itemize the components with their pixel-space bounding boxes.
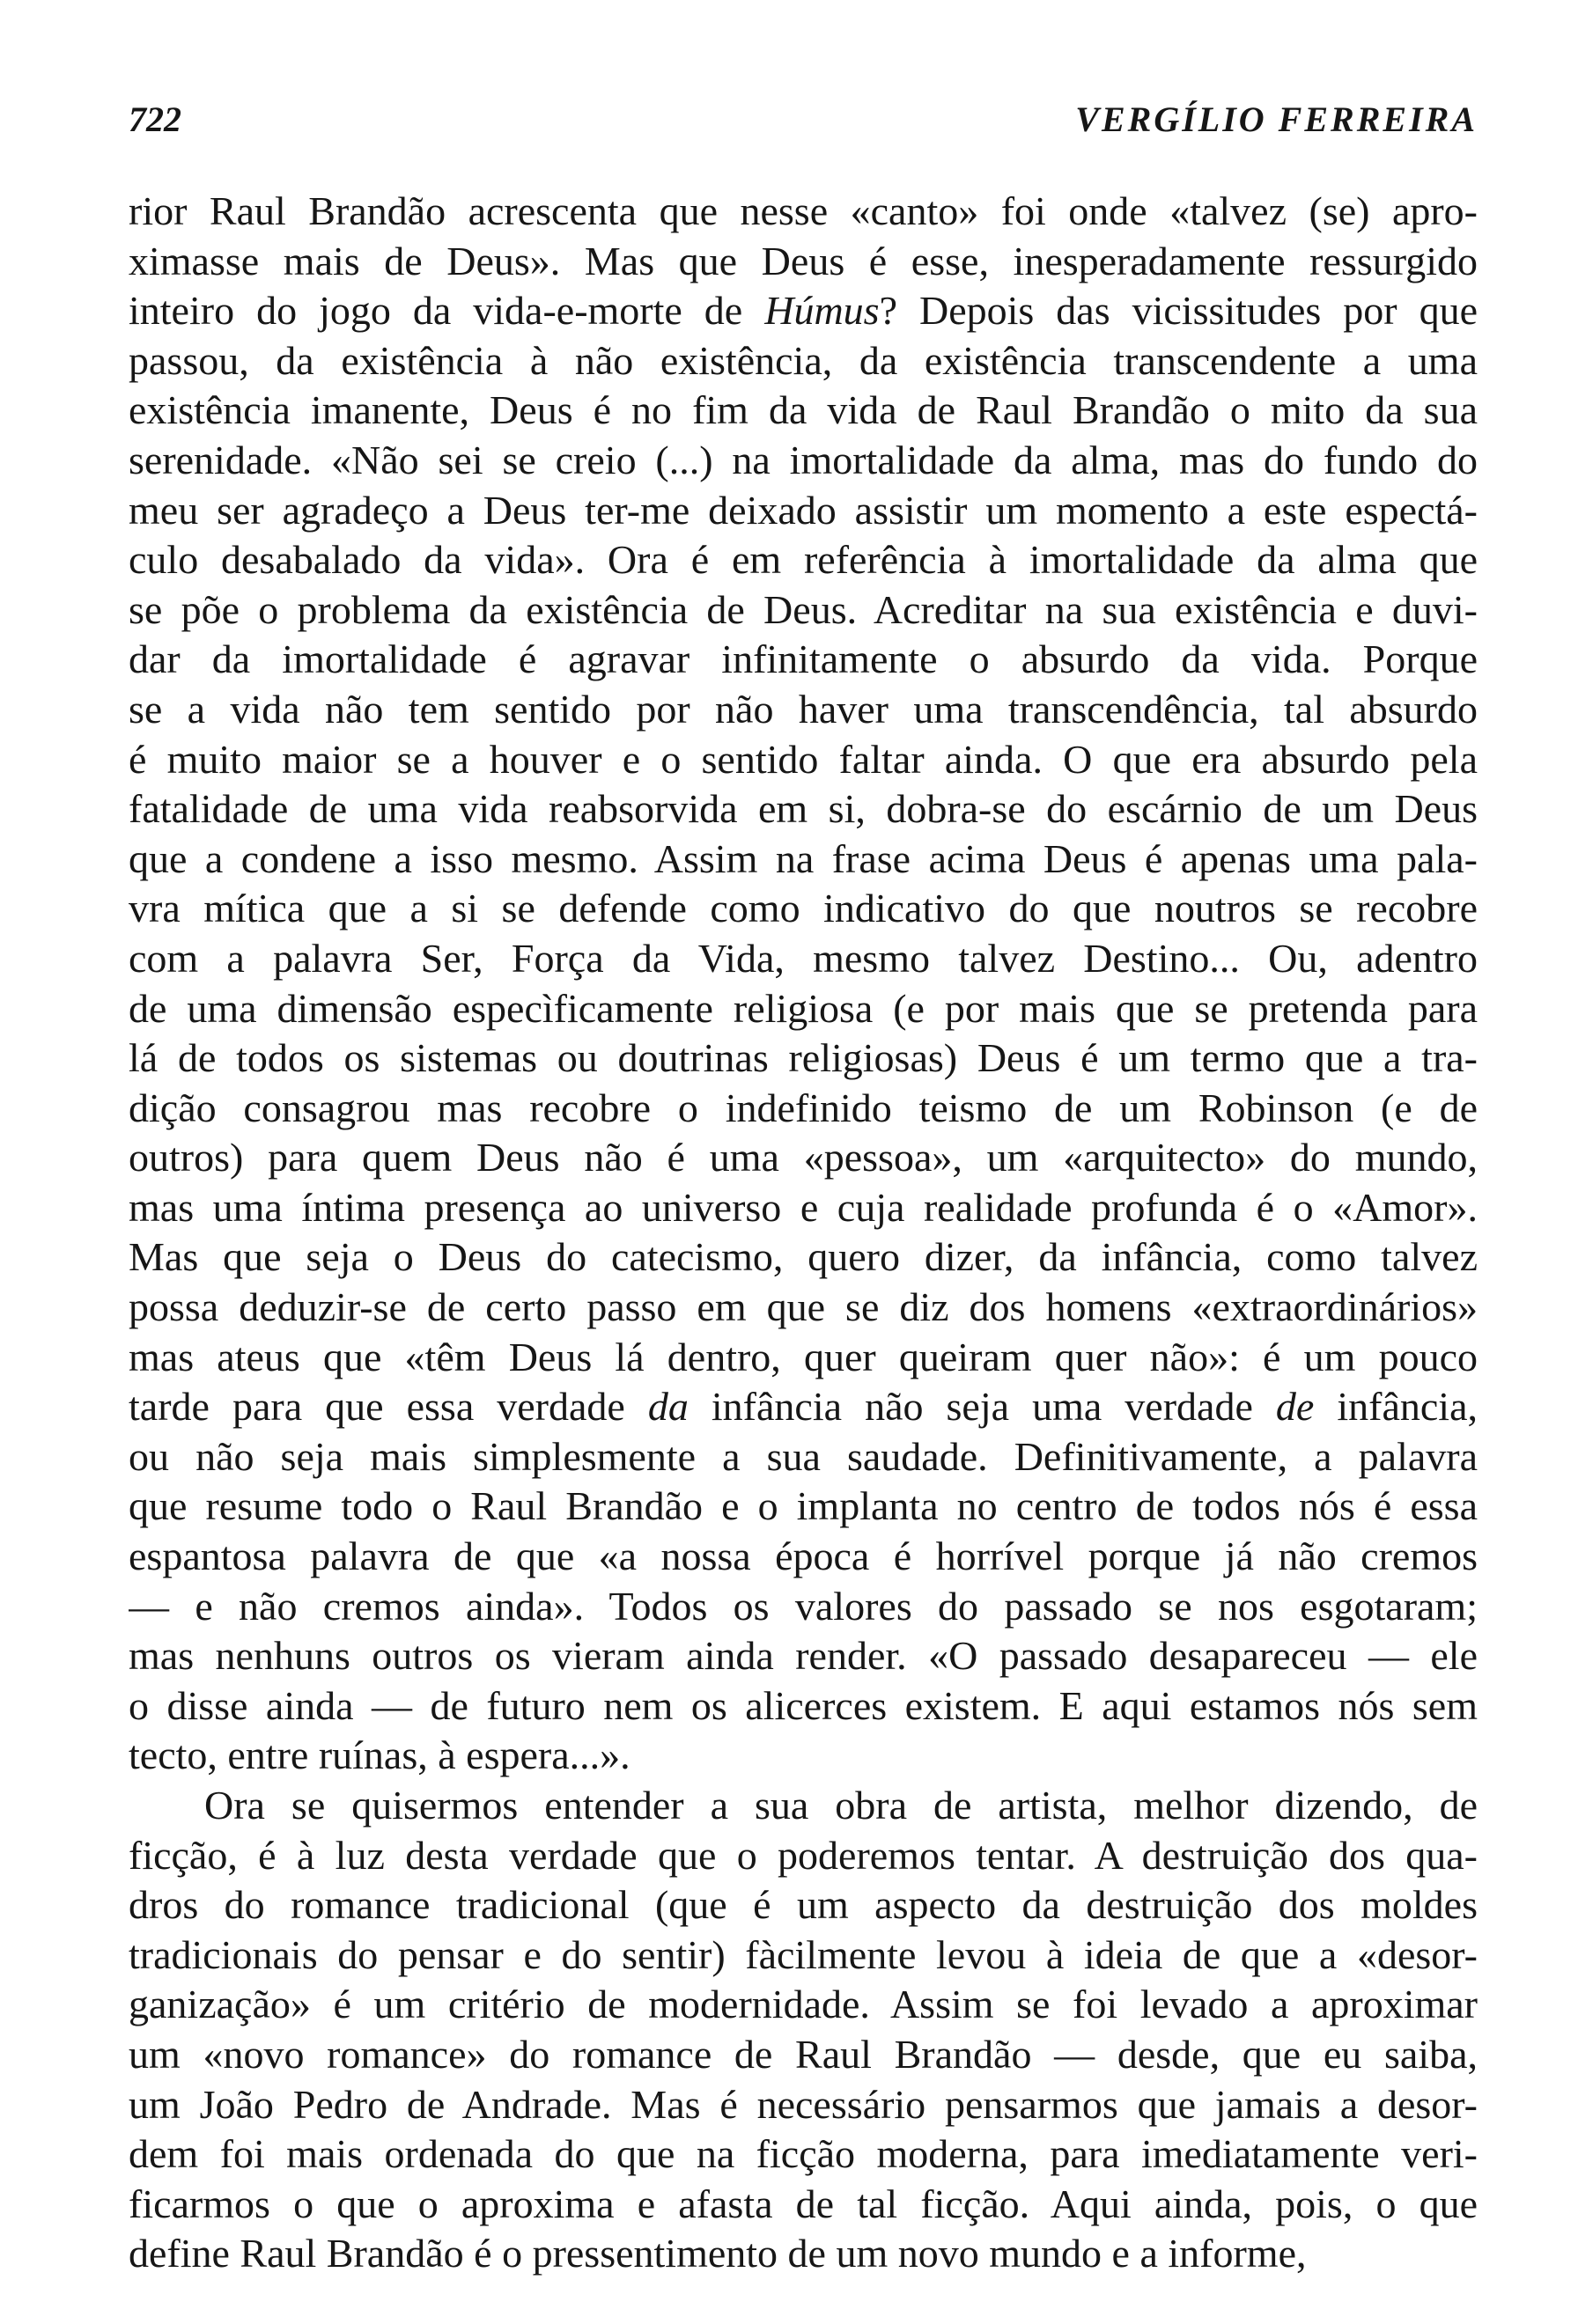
- text-line: [129, 2030, 1478, 2080]
- text-line: [129, 1482, 1478, 1532]
- text-segment: ficção, é à luz desta verdade que o poderemos tentar. A destruição dos qua-: [129, 1832, 1478, 1878]
- text-line: [129, 984, 1478, 1034]
- text-segment: Ora se quisermos entender a sua obra de artista, melhor dizendo, de: [204, 1783, 1478, 1828]
- text-line: [129, 1333, 1478, 1383]
- text-segment: define Raul Brandão é o pressentimento de um novo mundo e a informe,: [129, 2231, 1307, 2276]
- text-line: [129, 286, 1478, 336]
- body-text: [129, 187, 1478, 2279]
- text-segment: ou não seja mais simplesmente a sua saudade. Definitivamente, a palavra: [129, 1433, 1478, 1479]
- text-segment: meu ser agradeço a Deus ter-me deixado assistir um momento a este espectá-: [129, 487, 1478, 533]
- text-line: [129, 1582, 1478, 1632]
- text-segment: inteiro do jogo da vida-e-morte de: [129, 288, 765, 334]
- text-line: [129, 237, 1478, 287]
- text-segment: mas nenhuns outros os vieram ainda render. «O passado desapareceu — ele: [129, 1633, 1478, 1679]
- text-line: [129, 1283, 1478, 1333]
- text-line: [129, 2229, 1478, 2279]
- text-line: [129, 1931, 1478, 1981]
- text-line: [129, 884, 1478, 934]
- text-segment: se a vida não tem sentido por não haver uma transcendência, tal absurdo: [129, 686, 1478, 732]
- italic-text: Húmus: [764, 288, 880, 334]
- text-segment: — e não cremos ainda». Todos os valores do passado se nos esgotaram;: [129, 1583, 1478, 1629]
- text-segment: culo desabalado da vida». Ora é em referência à imortalidade da alma que: [129, 537, 1478, 583]
- text-line: [129, 835, 1478, 885]
- text-segment: possa deduzir-se de certo passo em que se diz dos homens «extraordinários»: [129, 1284, 1478, 1330]
- text-segment: tarde para que essa verdade: [129, 1384, 648, 1430]
- text-segment: outros) para quem Deus não é uma «pessoa», um «arquitecto» do mundo,: [129, 1135, 1478, 1180]
- text-segment: tecto, entre ruínas, à espera...».: [129, 1732, 630, 1778]
- text-line: [129, 1831, 1478, 1881]
- text-line: [129, 1681, 1478, 1732]
- text-line: [129, 735, 1478, 785]
- text-line: [129, 1880, 1478, 1931]
- text-segment: serenidade. «Não sei se creio (...) na imortalidade da alma, mas do fundo do: [129, 437, 1478, 482]
- text-line: [129, 685, 1478, 735]
- text-segment: espantosa palavra de que «a nossa época é horrível porque já não cremos: [129, 1533, 1478, 1579]
- text-segment: se põe o problema da existência de Deus. Acreditar na sua existência e duvi-: [129, 586, 1478, 632]
- text-segment: ? Depois das vicissitudes por que: [879, 288, 1478, 334]
- text-segment: ficarmos o que o aproxima e afasta de tal ficção. Aqui ainda, pois, o que: [129, 2181, 1478, 2226]
- text-segment: é muito maior se a houver e o sentido faltar ainda. O que era absurdo pela: [129, 736, 1478, 782]
- text-segment: dem foi mais ordenada do que na ficção moderna, para imediatamente veri-: [129, 2131, 1478, 2177]
- text-segment: que a condene a isso mesmo. Assim na frase acima Deus é apenas uma pala-: [129, 835, 1478, 881]
- text-segment: de uma dimensão especìficamente religiosa (e por mais que se pretenda para: [129, 985, 1478, 1031]
- text-segment: rior Raul Brandão acrescenta que nesse «canto» foi onde «talvez (se) apro-: [129, 188, 1478, 233]
- italic-text: da: [647, 1384, 689, 1430]
- text-line: [129, 1781, 1478, 1831]
- text-line: [129, 1532, 1478, 1582]
- text-segment: ganização» é um critério de modernidade. Assim se foi levado a aproximar: [129, 1982, 1478, 2027]
- text-segment: um João Pedro de Andrade. Mas é necessário pensarmos que jamais a desor-: [129, 2081, 1478, 2127]
- text-line: [129, 2180, 1478, 2230]
- text-segment: lá de todos os sistemas ou doutrinas religiosas) Deus é um termo que a tra-: [129, 1035, 1478, 1081]
- text-line: [129, 486, 1478, 536]
- text-line: [129, 1382, 1478, 1432]
- text-line: [129, 1133, 1478, 1183]
- text-segment: dros do romance tradicional (que é um aspecto da destruição dos moldes: [129, 1882, 1478, 1928]
- text-segment: ximasse mais de Deus». Mas que Deus é esse, inesperadamente ressurgido: [129, 238, 1478, 283]
- text-line: [129, 1033, 1478, 1084]
- text-line: [129, 187, 1478, 237]
- italic-text: de: [1275, 1384, 1315, 1430]
- book-page: [129, 0, 1478, 2324]
- text-segment: mas uma íntima presença ao universo e cuja realidade profunda é o «Amor».: [129, 1184, 1478, 1230]
- text-line: [129, 784, 1478, 835]
- running-head-author: VERGÍLIO FERREIRA: [1075, 99, 1478, 139]
- text-line: [129, 2080, 1478, 2130]
- text-line: [129, 336, 1478, 386]
- text-line: [129, 1631, 1478, 1681]
- text-line: [129, 535, 1478, 585]
- text-segment: com a palavra Ser, Força da Vida, mesmo talvez Destino... Ou, adentro: [129, 935, 1478, 981]
- text-segment: existência imanente, Deus é no fim da vida de Raul Brandão o mito da sua: [129, 387, 1478, 433]
- text-line: [129, 585, 1478, 636]
- text-segment: o disse ainda — de futuro nem os alicerces existem. E aqui estamos nós sem: [129, 1682, 1478, 1728]
- text-segment: tradicionais do pensar e do sentir) fàcilmente levou à ideia de que a «desor-: [129, 1931, 1478, 1977]
- text-segment: mas ateus que «têm Deus lá dentro, quer queiram quer não»: é um pouco: [129, 1334, 1478, 1379]
- text-segment: vra mítica que a si se defende como indicativo do que noutros se recobre: [129, 886, 1478, 931]
- paragraph: [129, 1781, 1478, 2279]
- page-number: 722: [129, 99, 181, 139]
- text-segment: dição consagrou mas recobre o indefinido teismo de um Robinson (e de: [129, 1085, 1478, 1130]
- text-segment: passou, da existência à não existência, da existência transcendente a uma: [129, 337, 1478, 383]
- text-line: [129, 1432, 1478, 1482]
- text-segment: infância,: [1314, 1384, 1478, 1430]
- text-segment: fatalidade de uma vida reabsorvida em si, dobra-se do escárnio de um Deus: [129, 786, 1478, 832]
- text-segment: que resume todo o Raul Brandão e o implanta no centro de todos nós é essa: [129, 1483, 1478, 1529]
- text-line: [129, 1980, 1478, 2030]
- paragraph: [129, 187, 1478, 1781]
- text-segment: dar da imortalidade é agravar infinitamente o absurdo da vida. Porque: [129, 636, 1478, 682]
- text-segment: infância não seja uma verdade: [688, 1384, 1276, 1430]
- text-line: [129, 1183, 1478, 1233]
- text-line: [129, 1232, 1478, 1283]
- text-line: [129, 436, 1478, 486]
- text-line: [129, 934, 1478, 984]
- text-line: [129, 2129, 1478, 2180]
- text-segment: um «novo romance» do romance de Raul Brandão — desde, que eu saiba,: [129, 2031, 1478, 2077]
- text-segment: Mas que seja o Deus do catecismo, quero dizer, da infância, como talvez: [129, 1234, 1478, 1280]
- text-line: [129, 1731, 1478, 1781]
- text-line: [129, 635, 1478, 685]
- text-line: [129, 1084, 1478, 1134]
- text-line: [129, 386, 1478, 436]
- running-head: [129, 99, 1478, 148]
